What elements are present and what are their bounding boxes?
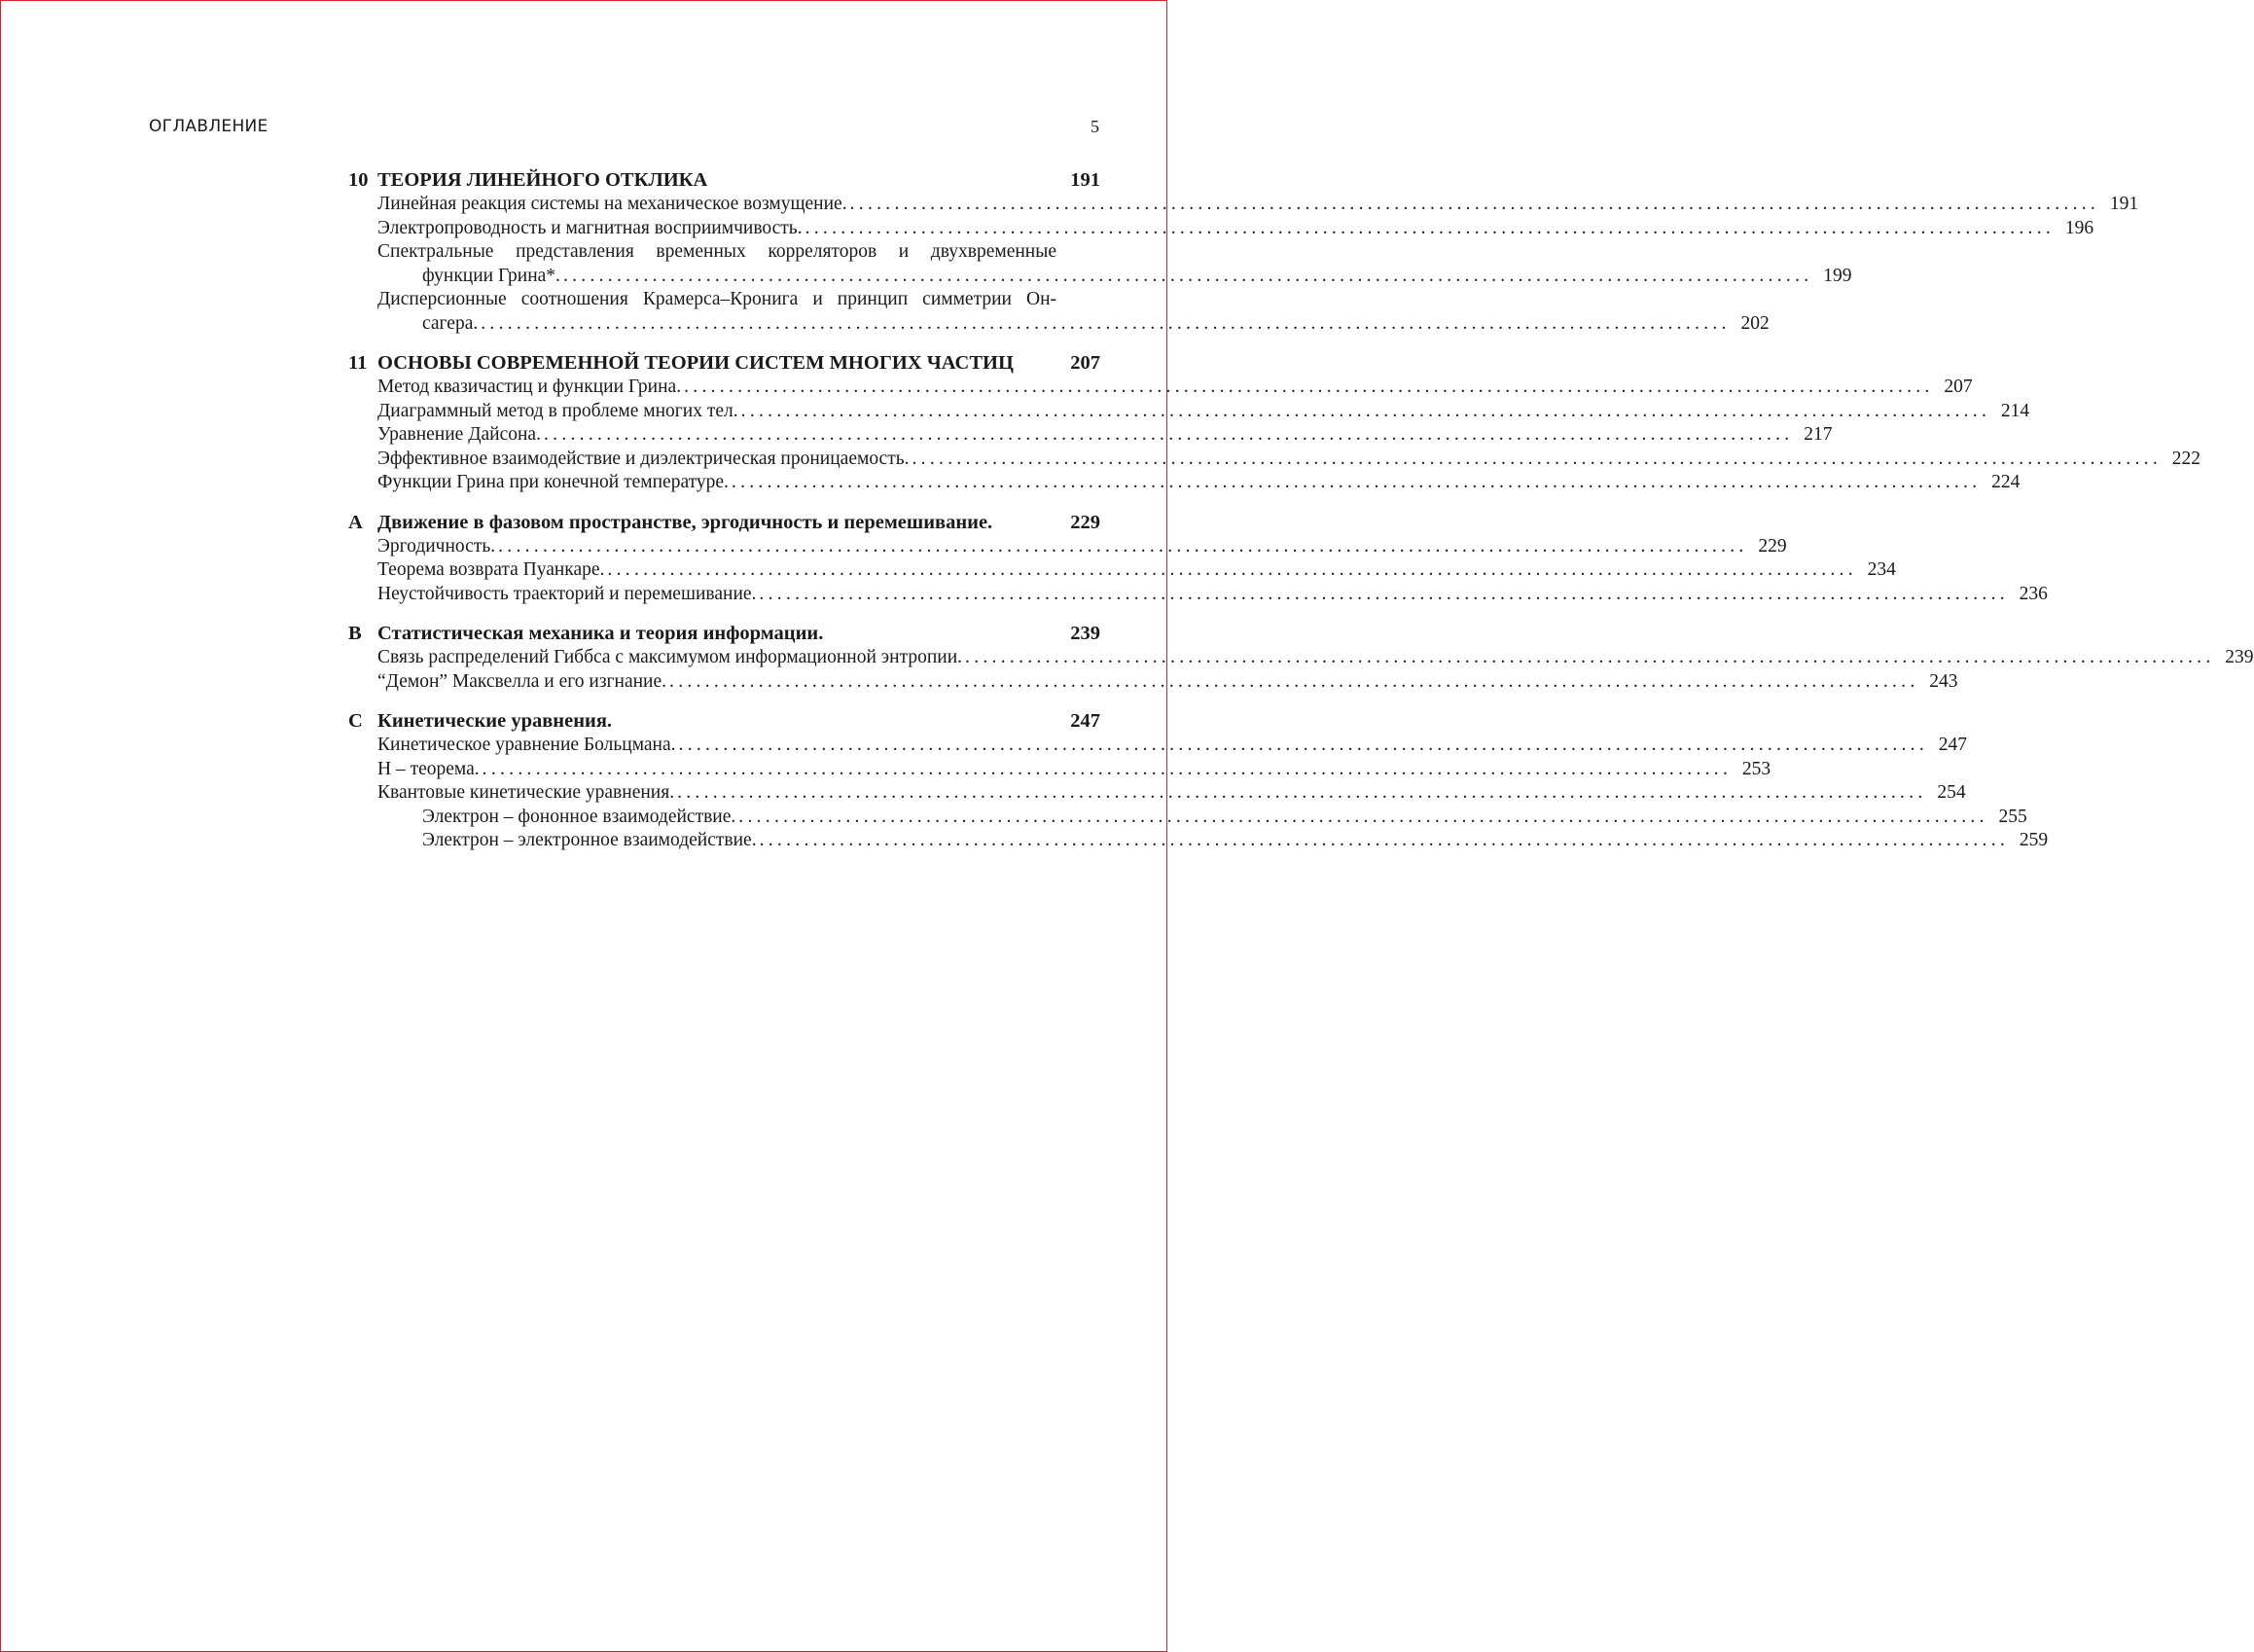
chapter-heading[interactable] bbox=[348, 351, 1100, 376]
page-number: 5 bbox=[1091, 117, 1099, 136]
toc-entry[interactable] bbox=[348, 781, 1966, 806]
dot-leader: ............................................................................................................................................ bbox=[805, 217, 2056, 238]
entry-page: 191 bbox=[2109, 194, 2139, 214]
dot-leader: ............................................................................................................................................ bbox=[669, 670, 1919, 692]
entry-title: Эргодичность. bbox=[377, 535, 496, 557]
toc-entry[interactable] bbox=[348, 448, 2200, 472]
toc-entry[interactable] bbox=[348, 288, 1770, 336]
entry-page: 202 bbox=[1740, 312, 1770, 334]
toc-appendix-b bbox=[348, 622, 2254, 694]
dot-leader: ............................................................................................................................................ bbox=[481, 312, 1731, 334]
entry-title: Электрон – электронное взаимодействие. bbox=[422, 830, 757, 850]
dot-leader: ............................................................................................................................................ bbox=[498, 535, 1748, 557]
toc-entry[interactable] bbox=[348, 193, 2139, 217]
chapter-heading[interactable] bbox=[348, 511, 1100, 535]
dot-leader: ............................................................................................................................................ bbox=[759, 830, 2010, 850]
dot-leader: ............................................................................................................................................ bbox=[738, 806, 1988, 827]
entry-title: Уравнение Дайсона. bbox=[377, 424, 541, 445]
entry-page: 207 bbox=[1944, 377, 1973, 397]
running-title: ОГЛАВЛЕНИЕ bbox=[149, 117, 268, 136]
chapter-page: 229 bbox=[1070, 511, 1100, 533]
chapter-title: ОСНОВЫ СОВРЕМЕННОЙ ТЕОРИИ СИСТЕМ МНОГИХ ЧАСТИЦ bbox=[377, 352, 1014, 374]
dot-leader: ............................................................................................................................................ bbox=[731, 472, 1982, 492]
entry-page: 234 bbox=[1867, 559, 1896, 580]
chapter-number: 10 bbox=[348, 169, 369, 191]
chapter-title: Кинетические уравнения. bbox=[377, 710, 613, 732]
entry-title: Эффективное взаимодействие и диэлектрическая проницаемость. bbox=[377, 448, 910, 469]
toc-entry[interactable] bbox=[348, 535, 1787, 559]
entry-title: Неустойчивость траекторий и перемешивание. bbox=[377, 583, 757, 604]
entry-title: Линейная реакция системы на механическое возмущение. bbox=[377, 194, 847, 214]
dot-leader: ............................................................................................................................................ bbox=[912, 448, 2162, 469]
entry-title-line1: Спектральные представления временных корреляторов и двухвременные bbox=[377, 241, 1056, 262]
entry-title: H – теорема. bbox=[377, 758, 480, 779]
entry-title: Метод квазичастиц и функции Грина. bbox=[377, 377, 682, 397]
entry-page: 255 bbox=[1998, 806, 2027, 827]
chapter-title: Статистическая механика и теория информации. bbox=[377, 623, 824, 644]
entry-page: 199 bbox=[1823, 265, 1852, 286]
dot-leader: ............................................................................................................................................ bbox=[543, 424, 1794, 445]
dot-leader: ............................................................................................................................................ bbox=[677, 782, 1927, 803]
entry-page: 243 bbox=[1929, 670, 1958, 692]
entry-title-line2: сагера. bbox=[422, 312, 479, 334]
chapter-title: Движение в фазовом пространстве, эргодичность и перемешивание. bbox=[377, 511, 993, 533]
toc-entry[interactable] bbox=[348, 376, 1973, 400]
dot-leader: ............................................................................................................................................ bbox=[740, 400, 1991, 421]
toc-entry[interactable] bbox=[348, 400, 2030, 424]
entry-page: 253 bbox=[1741, 758, 1771, 779]
entry-title: Кинетическое уравнение Больцмана. bbox=[377, 735, 676, 755]
chapter-number: 11 bbox=[348, 352, 368, 374]
toc-subentry[interactable] bbox=[348, 829, 2049, 853]
entry-title: Квантовые кинетические уравнения. bbox=[377, 782, 675, 803]
entry-title: Электрон – фононное взаимодействие. bbox=[422, 806, 736, 827]
entry-title: Функции Грина при конечной температуре. bbox=[377, 472, 729, 492]
chapter-title: ТЕОРИЯ ЛИНЕЙНОГО ОТКЛИКА bbox=[377, 169, 708, 191]
toc-chapter-11 bbox=[348, 351, 2200, 495]
chapter-page: 239 bbox=[1070, 623, 1100, 644]
entry-page: 196 bbox=[2064, 217, 2094, 238]
toc-entry[interactable] bbox=[348, 471, 2021, 495]
entry-page: 259 bbox=[2019, 830, 2049, 850]
dot-leader: ............................................................................................................................................ bbox=[482, 758, 1733, 779]
table-of-contents bbox=[348, 168, 2254, 869]
chapter-number: B bbox=[348, 623, 362, 644]
dot-leader: ............................................................................................................................................ bbox=[678, 735, 1929, 755]
entry-page: 214 bbox=[2000, 400, 2030, 421]
entry-title: Связь распределений Гиббса с максимумом информационной энтропии. bbox=[377, 647, 963, 667]
entry-title-line1: Дисперсионные соотношения Крамерса–Кронига и принцип симметрии Он- bbox=[377, 289, 1056, 309]
toc-entry[interactable] bbox=[348, 734, 1968, 758]
dot-leader: ............................................................................................................................................ bbox=[684, 377, 1934, 397]
toc-entry[interactable] bbox=[348, 240, 1852, 288]
toc-chapter-10 bbox=[348, 168, 2139, 336]
entry-title-line2: функции Грина*. bbox=[422, 265, 560, 286]
toc-subentry[interactable] bbox=[348, 806, 2027, 830]
toc-entry[interactable] bbox=[348, 646, 2254, 670]
entry-page: 239 bbox=[2225, 647, 2254, 667]
dot-leader: ............................................................................................................................................ bbox=[849, 194, 2100, 214]
entry-page: 224 bbox=[1991, 472, 2021, 492]
chapter-heading[interactable] bbox=[348, 168, 1100, 193]
toc-entry[interactable] bbox=[348, 423, 1833, 448]
entry-title: Электропроводность и магнитная восприимчивость. bbox=[377, 217, 803, 238]
dot-leader: ............................................................................................................................................ bbox=[607, 559, 1857, 580]
entry-page: 254 bbox=[1937, 782, 1966, 803]
dot-leader: ............................................................................................................................................ bbox=[759, 583, 2009, 604]
toc-entry[interactable] bbox=[348, 217, 2094, 241]
chapter-number: C bbox=[348, 710, 363, 732]
dot-leader: ............................................................................................................................................ bbox=[965, 647, 2215, 667]
toc-appendix-c bbox=[348, 709, 2049, 853]
toc-appendix-a bbox=[348, 511, 2048, 607]
chapter-page: 247 bbox=[1070, 710, 1100, 732]
entry-title: “Демон” Максвелла и его изгнание. bbox=[377, 670, 667, 692]
chapter-heading[interactable] bbox=[348, 622, 1100, 646]
toc-entry[interactable] bbox=[348, 558, 1896, 583]
entry-page: 217 bbox=[1804, 424, 1833, 445]
chapter-page: 207 bbox=[1070, 352, 1100, 374]
toc-entry[interactable] bbox=[348, 583, 2048, 607]
entry-title: Теорема возврата Пуанкаре. bbox=[377, 559, 605, 580]
entry-page: 236 bbox=[2019, 583, 2048, 604]
entry-page: 247 bbox=[1938, 735, 1968, 755]
dot-leader: ............................................................................................................................................ bbox=[562, 265, 1813, 286]
chapter-page: 191 bbox=[1070, 169, 1100, 191]
toc-entry[interactable] bbox=[348, 670, 1958, 695]
toc-entry[interactable] bbox=[348, 758, 1771, 782]
chapter-number: A bbox=[348, 511, 363, 533]
entry-page: 229 bbox=[1758, 535, 1787, 557]
entry-page: 222 bbox=[2171, 448, 2200, 469]
chapter-heading[interactable] bbox=[348, 709, 1100, 734]
entry-title: Диаграммный метод в проблеме многих тел. bbox=[377, 400, 738, 421]
